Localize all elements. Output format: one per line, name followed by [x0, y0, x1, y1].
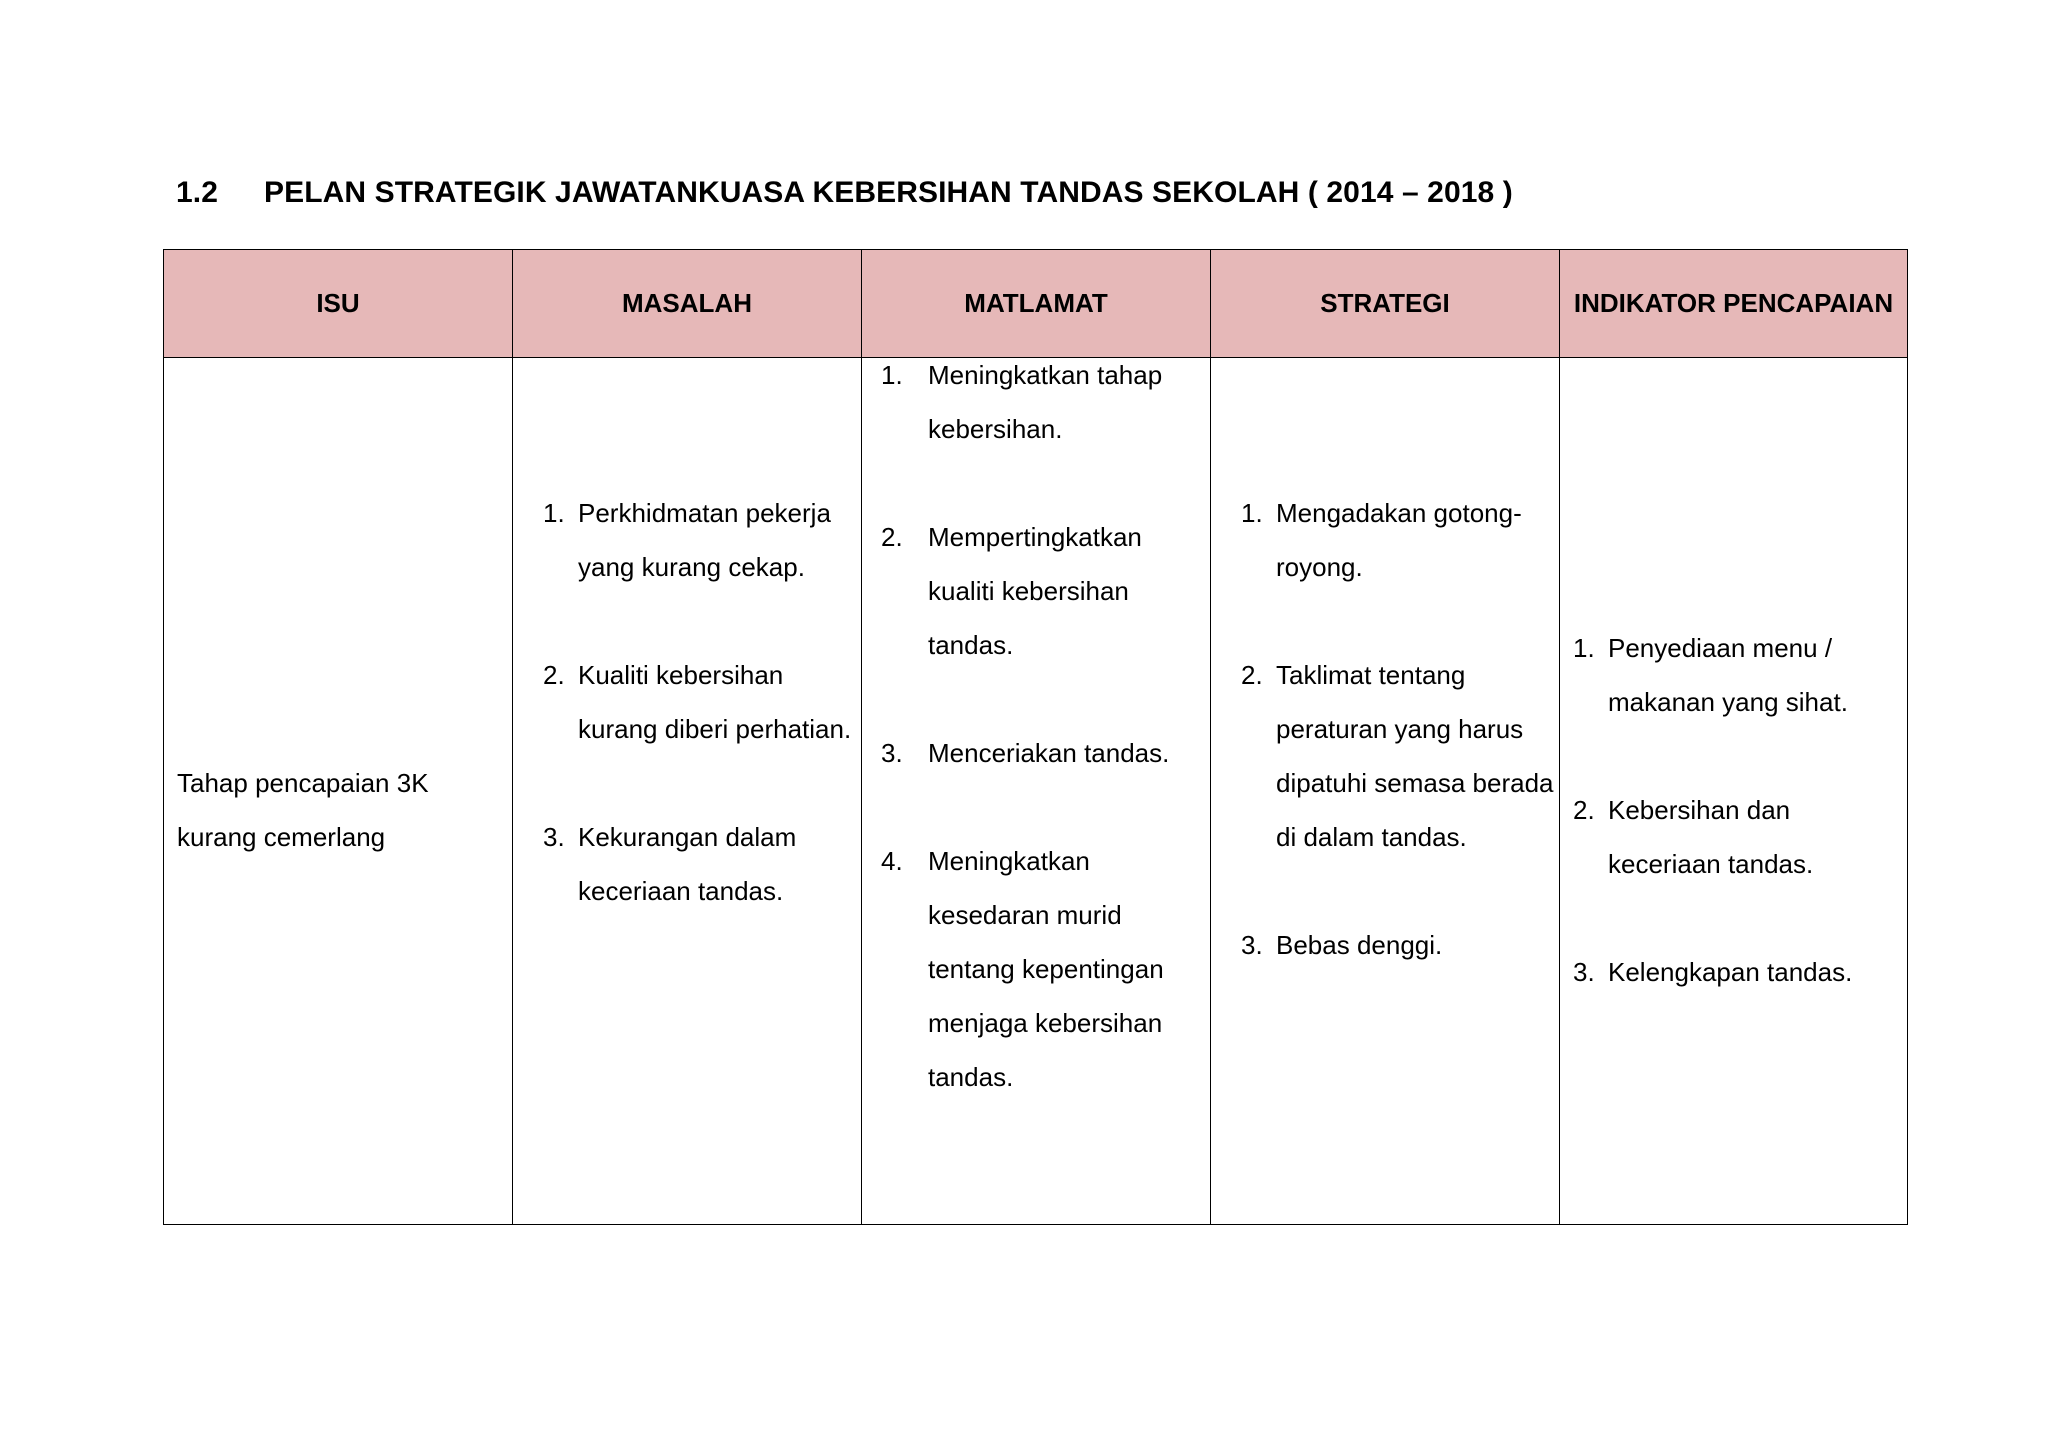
masalah-list	[543, 486, 863, 918]
isu-text: Tahap pencapaian 3K kurang cemerlang	[177, 768, 429, 852]
list-item: 3. Kekurangan dalam keceriaan tandas.	[543, 822, 797, 906]
list-item: 2. Kebersihan dan keceriaan tandas.	[1573, 795, 1814, 879]
header-matlamat: MATLAMAT	[862, 250, 1211, 358]
list-item: 1. Perkhidmatan pekerja yang kurang cekap.	[543, 498, 831, 582]
header-isu: ISU	[164, 250, 513, 358]
table-header-row	[164, 250, 1908, 358]
cell-matlamat	[862, 358, 1211, 1225]
section-number: 1.2	[176, 176, 219, 209]
cell-strategi	[1211, 358, 1560, 1225]
cell-indikator	[1560, 358, 1908, 1225]
list-item: 3. Menceriakan tandas.	[881, 738, 1170, 768]
header-indikator: INDIKATOR PENCAPAIAN	[1560, 250, 1908, 358]
cell-masalah	[513, 358, 862, 1225]
matlamat-list	[881, 348, 1201, 1104]
page-title	[176, 176, 1513, 210]
list-item: 3. Kelengkapan tandas.	[1573, 957, 1853, 987]
cell-isu	[164, 358, 513, 1225]
indikator-list	[1573, 621, 1893, 999]
list-item: 2. Kualiti kebersihan kurang diberi perhatian.	[543, 660, 852, 744]
list-item: 1. Penyediaan menu / makanan yang sihat.	[1573, 633, 1848, 717]
header-strategi: STRATEGI	[1211, 250, 1560, 358]
list-item: 4. Meningkatkan kesedaran murid tentang kepentingan menjaga kebersihan tandas.	[881, 846, 1164, 1092]
table-row	[164, 358, 1908, 1225]
list-item: 3. Bebas denggi.	[1241, 930, 1443, 960]
list-item: 2. Taklimat tentang peraturan yang harus dipatuhi semasa berada di dalam tandas.	[1241, 660, 1554, 852]
strategic-plan-table	[163, 249, 1908, 1225]
list-item: 2. Mempertingkatkan kualiti kebersihan tandas.	[881, 522, 1142, 660]
list-item: 1. Mengadakan gotong-royong.	[1241, 498, 1522, 582]
list-item: 1. Meningkatkan tahap kebersihan.	[881, 360, 1163, 444]
section-title: PELAN STRATEGIK JAWATANKUASA KEBERSIHAN TANDAS SEKOLAH ( 2014 – 2018 )	[264, 176, 1513, 209]
header-masalah: MASALAH	[513, 250, 862, 358]
strategi-list	[1241, 486, 1561, 972]
